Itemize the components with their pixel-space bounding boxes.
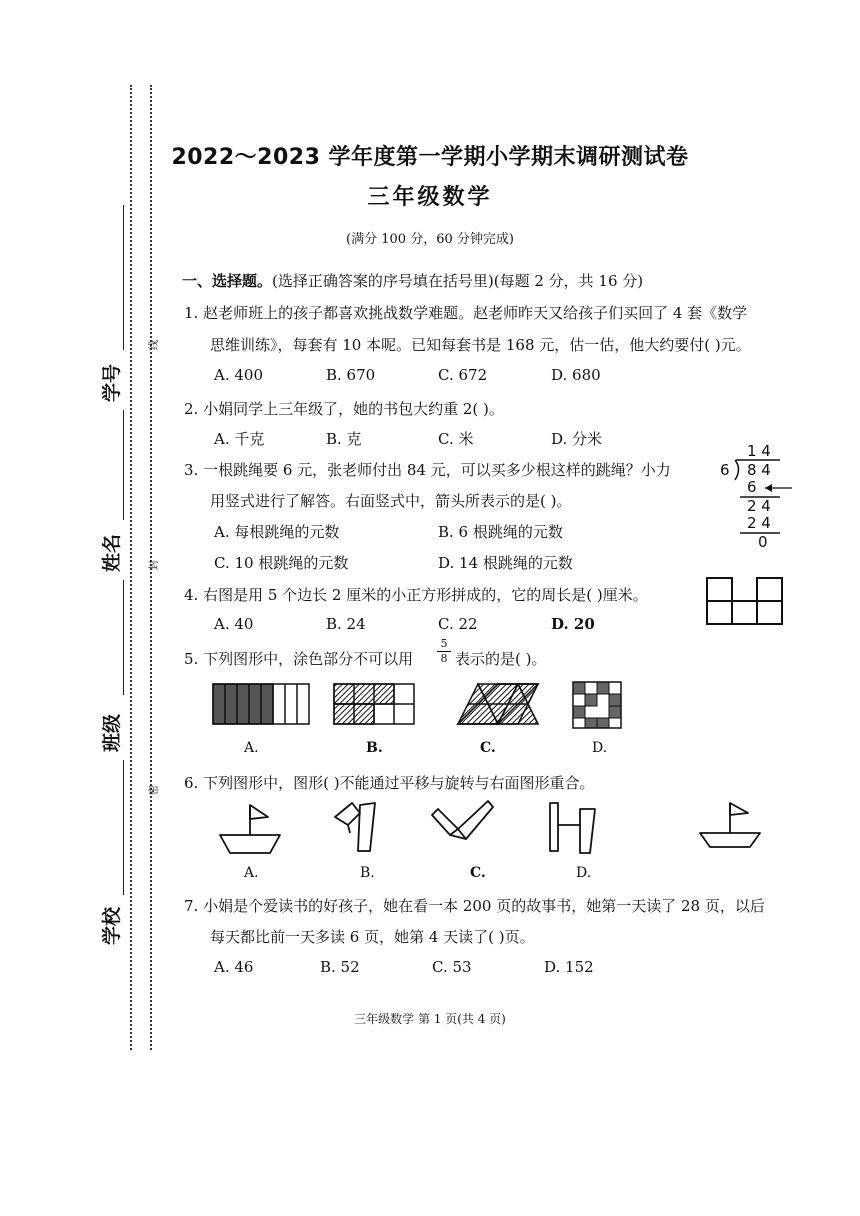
q3-option-a: A. 每根跳绳的元数 bbox=[214, 523, 340, 541]
five-squares-figure bbox=[705, 576, 785, 626]
page-subtitle: 三年级数学 bbox=[367, 185, 493, 210]
q2-line1: 2. 小娟同学上三年级了，她的书包大约重 2( )。 bbox=[184, 400, 504, 418]
q1-line1: 1. 赵老师班上的孩子都喜欢挑战数学难题。赵老师昨天又给孩子们买回了 4 套《数学 bbox=[184, 304, 748, 322]
q3-option-c: C. 10 根跳绳的元数 bbox=[214, 554, 349, 572]
division-quotient: 1 4 bbox=[747, 442, 771, 460]
division-remainder: 0 bbox=[758, 533, 768, 551]
q7-line2: 每天都比前一天多读 6 页，她第 4 天读了( )页。 bbox=[210, 928, 535, 946]
q5-line1-a: 5. 下列图形中，涂色部分不可以用 bbox=[184, 650, 414, 668]
cut-mark-mi: 密 bbox=[149, 785, 160, 795]
q5-option-a: A. bbox=[244, 740, 259, 756]
xuehao-label: 学号 bbox=[101, 363, 123, 402]
figure-c bbox=[458, 684, 538, 724]
division-step1: 6 bbox=[747, 478, 757, 496]
division-step2: 2 4 bbox=[747, 497, 771, 515]
section-heading bbox=[182, 270, 643, 291]
division-dividend: 8 4 bbox=[747, 461, 771, 479]
figure-d-shape bbox=[550, 803, 595, 853]
q2-option-c: C. 米 bbox=[438, 430, 474, 448]
figure-a-boat bbox=[220, 805, 280, 853]
q7-option-b: B. 52 bbox=[320, 958, 360, 976]
section-instruction: (选择正确答案的序号填在括号里)(每题 2 分，共 16 分) bbox=[272, 272, 644, 290]
cut-mark-feng: 封 bbox=[149, 560, 160, 570]
q1-line2: 思维训练》，每套有 10 本呢。已知每套书是 168 元，估一估，他大约要付( )元。 bbox=[210, 336, 751, 354]
q3-line2: 用竖式进行了解答。右面竖式中，箭头所表示的是( )。 bbox=[210, 492, 572, 510]
q4-option-a: A. 40 bbox=[214, 615, 254, 633]
division-lines bbox=[700, 442, 800, 557]
q7-option-a: A. 46 bbox=[214, 958, 254, 976]
xuexiao-blank bbox=[123, 760, 124, 895]
q5-line1-b: 表示的是( )。 bbox=[455, 650, 547, 668]
division-step3: 2 4 bbox=[747, 514, 771, 532]
q7-option-d: D. 152 bbox=[544, 958, 594, 976]
figure-d bbox=[573, 682, 621, 728]
q4-option-b: B. 24 bbox=[326, 615, 366, 633]
q5-option-d: D. bbox=[592, 740, 608, 756]
banji-label: 班级 bbox=[101, 713, 123, 752]
q1-option-a: A. 400 bbox=[214, 366, 263, 384]
figure-b bbox=[334, 684, 414, 724]
q6-option-d: D. bbox=[576, 865, 592, 881]
q6-figures bbox=[210, 795, 790, 865]
q1-option-c: C. 672 bbox=[438, 366, 488, 384]
q3-option-b: B. 6 根跳绳的元数 bbox=[438, 523, 563, 541]
q4-option-d: D. 20 bbox=[551, 615, 595, 633]
page-title: 2022～2023 学年度第一学期小学期末调研测试卷 bbox=[171, 145, 689, 170]
cut-mark-xian: 线 bbox=[149, 340, 160, 350]
xingming-label: 姓名 bbox=[101, 533, 123, 572]
q4-line1: 4. 右图是用 5 个边长 2 厘米的小正方形拼成的，它的周长是( )厘米。 bbox=[184, 586, 648, 604]
q5-figures bbox=[210, 680, 730, 740]
q6-line1: 6. 下列图形中，图形( )不能通过平移与旋转与右面图形重合。 bbox=[184, 774, 595, 792]
banji-blank bbox=[123, 580, 124, 695]
q5-fraction bbox=[437, 638, 451, 665]
score-note: (满分 100 分，60 分钟完成) bbox=[346, 232, 514, 247]
q2-option-b: B. 克 bbox=[326, 430, 362, 448]
section-title: 一、选择题。 bbox=[182, 272, 273, 290]
q3-option-d: D. 14 根跳绳的元数 bbox=[438, 554, 573, 572]
xuehao-blank bbox=[123, 205, 124, 350]
division-divisor: 6 bbox=[720, 461, 730, 479]
xuexiao-label: 学校 bbox=[101, 906, 123, 945]
figure-a bbox=[213, 684, 309, 724]
q6-option-b: B. bbox=[360, 865, 375, 881]
q3-line1: 3. 一根跳绳要 6 元，张老师付出 84 元，可以买多少根这样的跳绳？小力 bbox=[184, 461, 671, 479]
xingming-blank bbox=[123, 410, 124, 520]
figure-c-shape bbox=[432, 801, 493, 839]
page-footer: 三年级数学 第 1 页(共 4 页) bbox=[354, 1012, 506, 1026]
q1-option-b: B. 670 bbox=[326, 366, 376, 384]
figure-b-shape bbox=[335, 803, 375, 851]
q4-option-c: C. 22 bbox=[438, 615, 478, 633]
q2-option-a: A. 千克 bbox=[214, 430, 265, 448]
q2-option-d: D. 分米 bbox=[551, 430, 603, 448]
q5-option-b: B. bbox=[366, 740, 383, 756]
reference-boat bbox=[700, 803, 760, 847]
q7-option-c: C. 53 bbox=[432, 958, 472, 976]
q1-option-d: D. 680 bbox=[551, 366, 601, 384]
fraction-denominator: 8 bbox=[440, 652, 448, 665]
q6-option-c: C. bbox=[470, 865, 486, 881]
fraction-numerator: 5 bbox=[440, 637, 448, 650]
q7-line1: 7. 小娟是个爱读书的好孩子，她在看一本 200 页的故事书，她第一天读了 28 页，以后 bbox=[184, 897, 765, 915]
q5-option-c: C. bbox=[480, 740, 496, 756]
q6-option-a: A. bbox=[244, 865, 259, 881]
long-division bbox=[700, 442, 800, 557]
